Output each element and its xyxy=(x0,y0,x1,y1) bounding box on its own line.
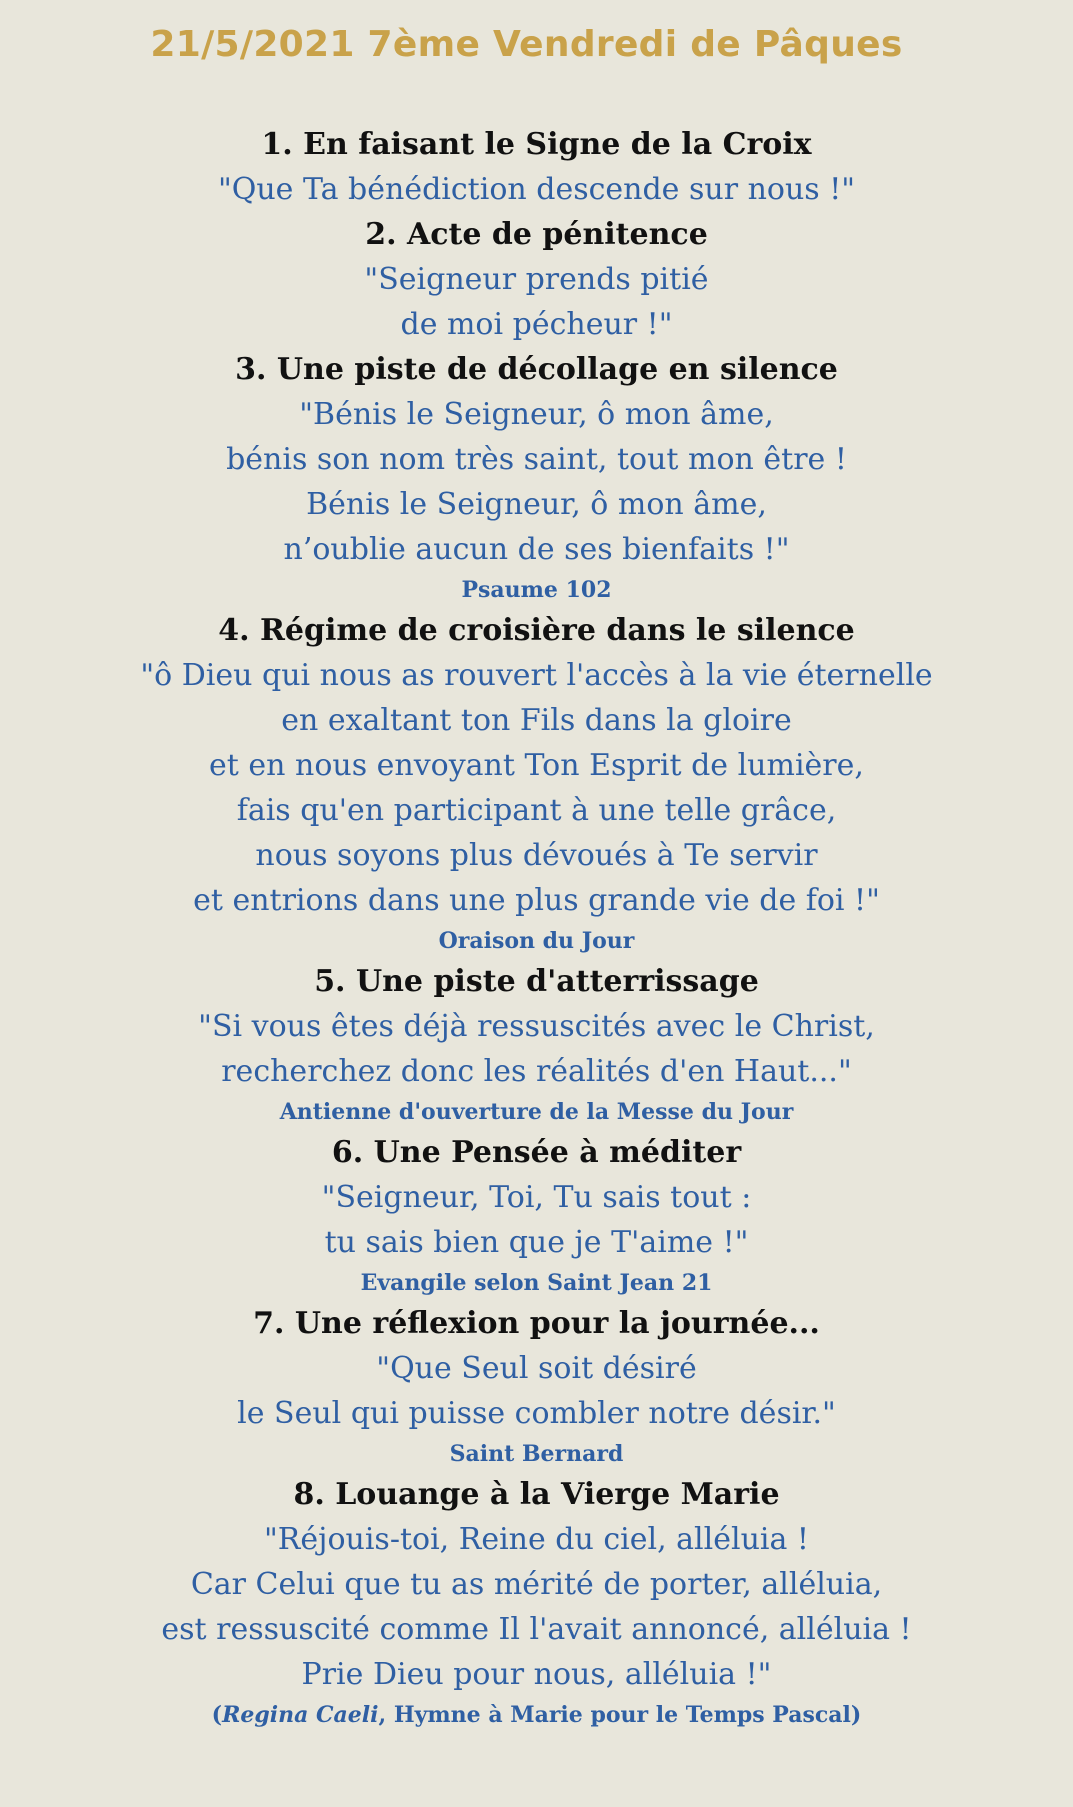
section-4-line-4: fais qu'en participant à une telle grâce, xyxy=(236,793,837,828)
section-4-line-3: et en nous envoyant Ton Esprit de lumière, xyxy=(209,748,864,783)
section-6-heading: 6. Une Pensée à méditer xyxy=(331,1135,742,1170)
section-8-source xyxy=(0,1697,1073,1733)
section-4-line-2: en exaltant ton Fils dans la gloire xyxy=(281,703,792,738)
section-4-heading: 4. Régime de croisière dans le silence xyxy=(218,613,855,648)
section-3-line-1: "Bénis le Seigneur, ô mon âme, xyxy=(299,397,774,432)
section-6-source: Evangile selon Saint Jean 21 xyxy=(360,1270,713,1296)
section-4-line-1: "ô Dieu qui nous as rouvert l'accès à la vie éternelle xyxy=(140,658,933,693)
section-7-line-2: le Seul qui puisse combler notre désir." xyxy=(237,1396,836,1431)
section-6-line-1: "Seigneur, Toi, Tu sais tout : xyxy=(321,1180,752,1215)
page-title: 21/5/2021 7ème Vendredi de Pâques xyxy=(150,24,903,65)
section-3-source: Psaume 102 xyxy=(461,577,612,603)
section-8-source-rest: , Hymne à Marie pour le Temps Pascal) xyxy=(378,1702,862,1728)
section-4-source: Oraison du Jour xyxy=(438,928,635,954)
section-5-line-2: recherchez donc les réalités d'en Haut..." xyxy=(221,1054,852,1089)
section-8-source-italic: Regina Caeli xyxy=(222,1702,379,1728)
section-2-line-1: "Seigneur prends pitié xyxy=(364,262,709,297)
section-4-line-6: et entrions dans une plus grande vie de foi !" xyxy=(193,883,880,918)
section-7-source: Saint Bernard xyxy=(449,1441,624,1467)
section-8-heading: 8. Louange à la Vierge Marie xyxy=(293,1477,780,1512)
section-3-line-3: Bénis le Seigneur, ô mon âme, xyxy=(306,487,767,522)
section-7-line-1: "Que Seul soit désiré xyxy=(376,1351,697,1386)
section-8-line-3: est ressuscité comme Il l'avait annoncé, alléluia ! xyxy=(161,1612,912,1647)
section-5-line-1: "Si vous êtes déjà ressuscités avec le Christ, xyxy=(198,1009,875,1044)
section-1-line-1: "Que Ta bénédiction descende sur nous !" xyxy=(217,172,856,207)
section-6-line-2: tu sais bien que je T'aime !" xyxy=(324,1225,749,1260)
section-8-line-1: "Réjouis-toi, Reine du ciel, alléluia ! xyxy=(264,1522,809,1557)
section-8-line-4: Prie Dieu pour nous, alléluia !" xyxy=(301,1657,772,1692)
section-8-source-open: ( xyxy=(211,1702,223,1728)
prayer-content xyxy=(0,122,1073,1733)
section-5-source: Antienne d'ouverture de la Messe du Jour xyxy=(279,1099,794,1125)
section-8-line-2: Car Celui que tu as mérité de porter, alléluia, xyxy=(190,1567,883,1602)
section-7-heading: 7. Une réflexion pour la journée... xyxy=(253,1306,820,1341)
section-3-line-2: bénis son nom très saint, tout mon être ! xyxy=(226,442,847,477)
section-1-heading: 1. En faisant le Signe de la Croix xyxy=(261,127,812,162)
section-4-line-5: nous soyons plus dévoués à Te servir xyxy=(255,838,818,873)
section-3-heading: 3. Une piste de décollage en silence xyxy=(235,352,838,387)
section-2-heading: 2. Acte de pénitence xyxy=(365,217,708,252)
section-2-line-2: de moi pécheur !" xyxy=(400,307,673,342)
section-5-heading: 5. Une piste d'atterrissage xyxy=(314,964,759,999)
section-3-line-4: n’oublie aucun de ses bienfaits !" xyxy=(283,532,790,567)
